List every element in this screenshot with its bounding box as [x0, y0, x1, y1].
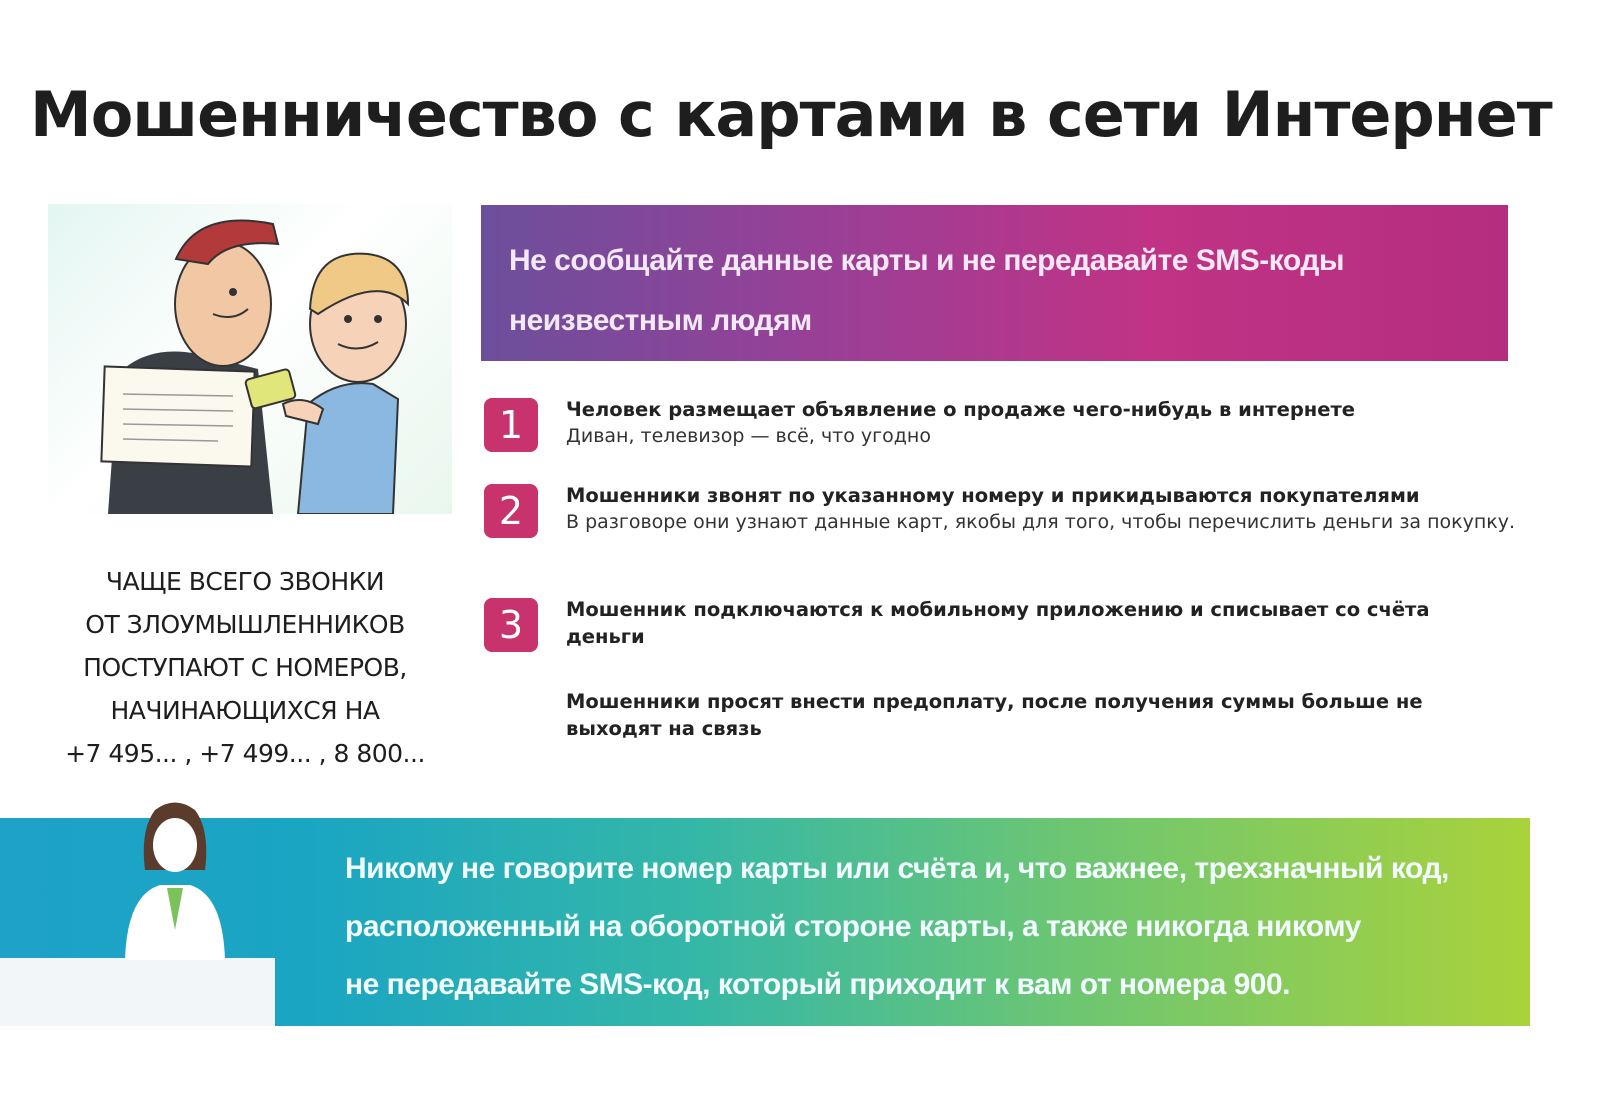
step-number-badge: 2	[484, 484, 538, 538]
numbers-note-line: ПОСТУПАЮТ С НОМЕРОВ,	[83, 653, 407, 682]
scammers-illustration	[48, 204, 452, 514]
step-number-badge: 3	[484, 598, 538, 652]
call-center-operator-illustration-icon	[115, 800, 235, 960]
step-title: Мошенники звонят по указанному номеру и прикидываются покупателями	[566, 484, 1420, 507]
step-description: В разговоре они узнают данные карт, якобы для того, чтобы перечислить деньги за покупку.	[566, 511, 1516, 533]
step-body	[566, 596, 1446, 650]
step-body	[566, 396, 1516, 450]
step-body	[566, 482, 1516, 536]
warning-text: Не сообщайте данные карты и не передавайте SMS-коды неизвестным людям	[509, 244, 1345, 337]
numbers-note-line: +7 495... , +7 499... , 8 800...	[65, 739, 425, 768]
operator-desk	[0, 958, 275, 1026]
step-title: Человек размещает объявление о продаже чего-нибудь в интернете	[566, 398, 1356, 421]
scammer-with-card-illustration-icon	[48, 204, 452, 514]
bottom-banner-text	[345, 840, 1485, 1014]
numbers-note-line: ОТ ЗЛОУМЫШЛЕННИКОВ	[85, 610, 405, 639]
step-number-badge: 1	[484, 398, 538, 452]
step-description: Диван, телевизор — всё, что угодно	[566, 425, 931, 447]
numbers-note-line: НАЧИНАЮЩИХСЯ НА	[110, 696, 380, 725]
step-title: Мошенник подключаются к мобильному приложению и списывает со счёта деньги	[566, 598, 1430, 648]
extra-note	[566, 688, 1446, 742]
bottom-banner	[0, 818, 1530, 1026]
bottom-text-line: Никому не говорите номер карты или счёта и, что важнее, трехзначный код,	[345, 852, 1449, 885]
bottom-text-line: расположенный на оборотной стороне карты, а также никогда никому	[345, 910, 1361, 943]
numbers-note-line: ЧАЩЕ ВСЕГО ЗВОНКИ	[105, 567, 385, 596]
page-title: Мошенничество с картами в сети Интернет	[30, 78, 1552, 151]
extra-note-text: Мошенники просят внести предоплату, после получения суммы больше не выходят на связь	[566, 690, 1423, 740]
bottom-text-line: не передавайте SMS-код, который приходит к вам от номера 900.	[345, 968, 1291, 1001]
warning-banner	[481, 205, 1508, 361]
phone-numbers-note	[40, 560, 450, 775]
